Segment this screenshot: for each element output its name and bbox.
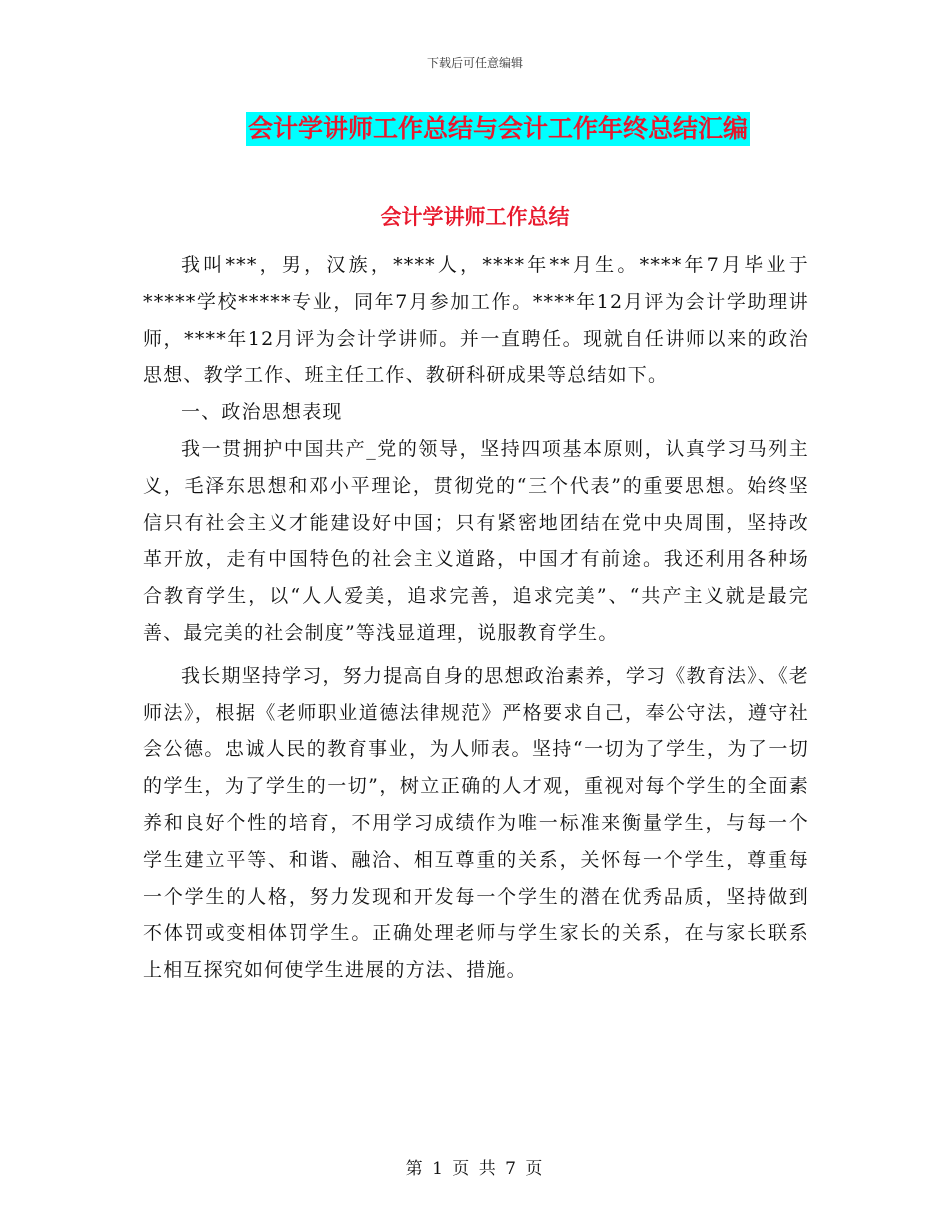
heading-political-performance: 一、政治思想表现 bbox=[181, 401, 343, 424]
document-title: 会计学讲师工作总结与会计工作年终总结汇编 bbox=[246, 112, 750, 146]
document-body bbox=[143, 247, 809, 989]
document-title-container bbox=[0, 112, 950, 146]
paragraph-self-study: 我长期坚持学习，努力提高自身的思想政治素养，学习《教育法》、《老师法》，根据《老师职业道德法律规范》严格要求自己，奉公守法，遵守社会公德。忠诚人民的教育事业，为人师表。坚持“一切为了学生，为了一切的学生，为了学生的一切”，树立正确的人才观，重视对每个学生的全面素养和良好个性的培育，不用学习成绩作为唯一标准来衡量学生，与每一个学生建立平等、和谐、融洽、相互尊重的关系，关怀每一个学生，尊重每一个学生的人格，努力发现和开发每一个学生的潜在优秀品质，坚持做到不体罚或变相体罚学生。正确处理老师与学生家长的关系，在与家长联系上相互探究如何使学生进展的方法、措施。 bbox=[143, 664, 809, 982]
paragraph-political-thought: 我一贯拥护中国共产_党的领导，坚持四项基本原则，认真学习马列主义，毛泽东思想和邓小平理论，贯彻党的“三个代表”的重要思想。始终坚信只有社会主义才能建设好中国；只有紧密地团结在党中央周围，坚持改革开放，走有中国特色的社会主义道路，中国才有前途。我还利用各种场合教育学生，以“人人爱美，追求完善，追求完美”、“共产主义就是最完善、最完美的社会制度”等浅显道理，说服教育学生。 bbox=[143, 437, 809, 644]
header-note: 下载后可任意编辑 bbox=[426, 56, 523, 70]
paragraph-intro: 我叫***，男，汉族，****人，****年**月生。****年7月毕业于*****学校*****专业，同年7月参加工作。****年12月评为会计学助理讲师，****年12月评为会计学讲师。并一直聘任。现就自任讲师以来的政治思想、教学工作、班主任工作、教研科研成果等总结如下。 bbox=[143, 254, 809, 387]
page-number-footer: 第 1 页 共 7 页 bbox=[405, 1159, 545, 1179]
section-title: 会计学讲师工作总结 bbox=[380, 205, 570, 229]
